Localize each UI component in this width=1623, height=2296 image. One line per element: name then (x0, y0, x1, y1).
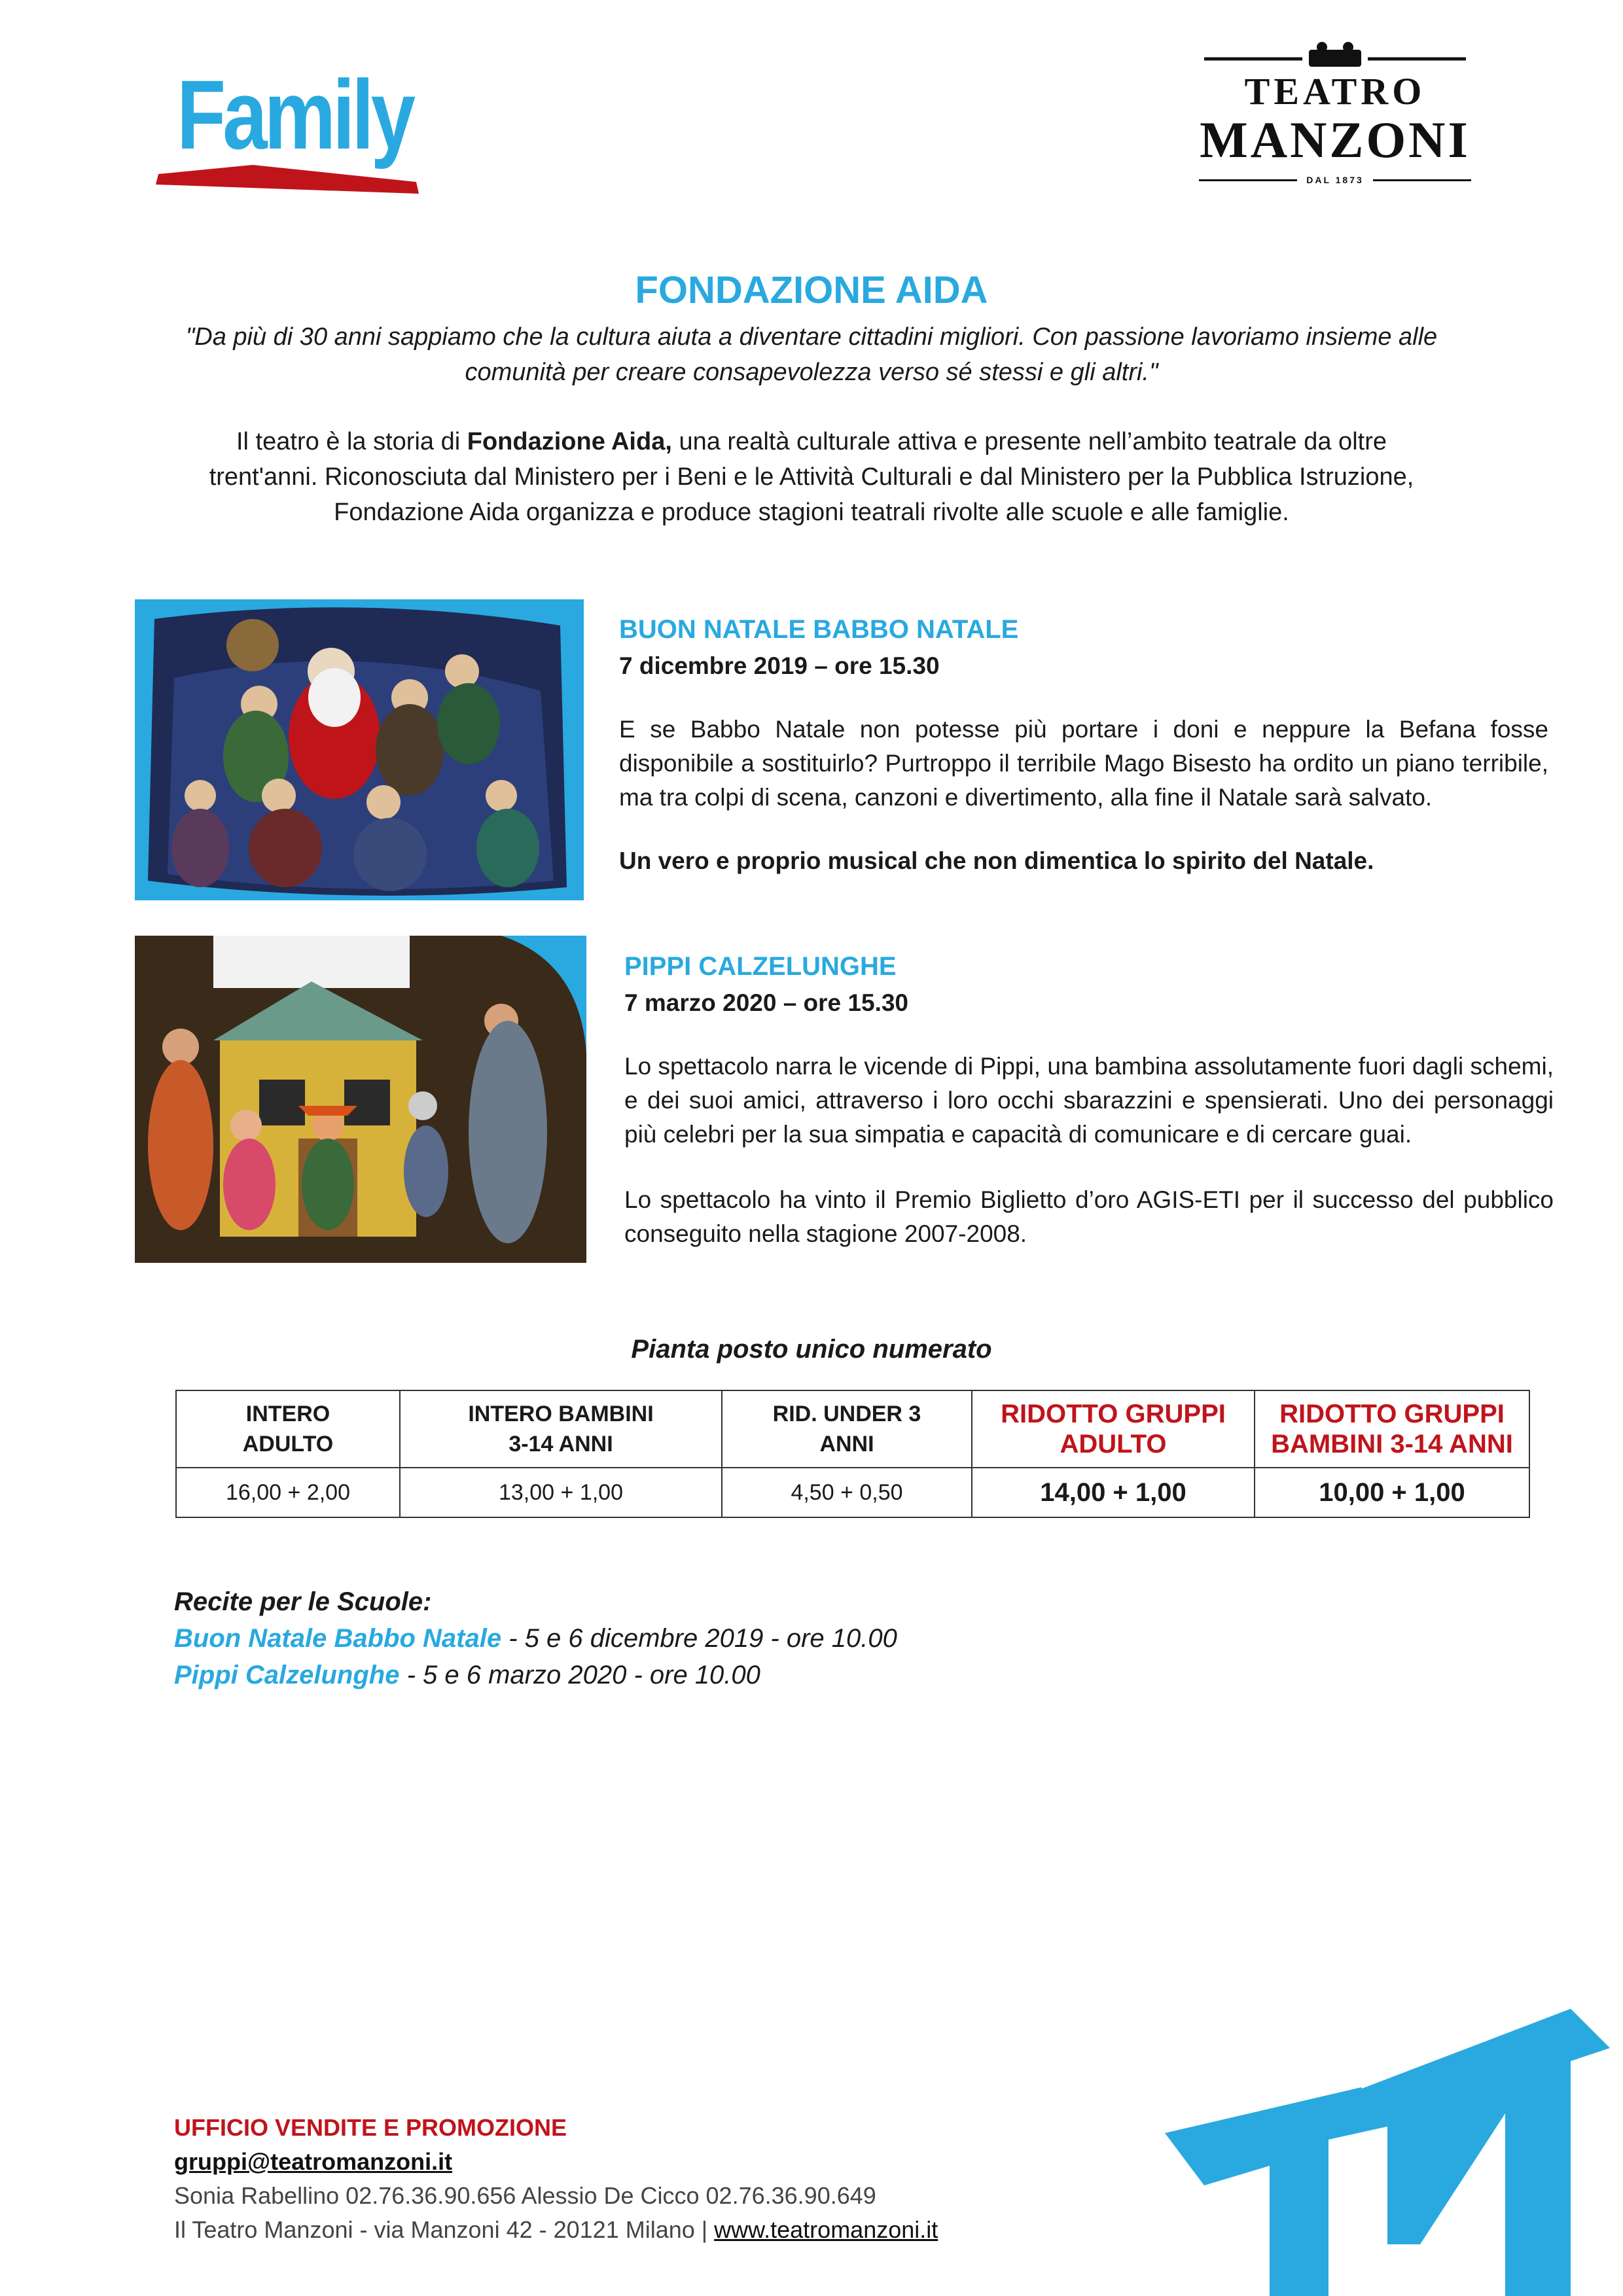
price-table-header-row (176, 1390, 1529, 1468)
schools-heading: Recite per le Scuole: (174, 1587, 432, 1616)
school-item-name: Pippi Calzelunghe (174, 1661, 400, 1689)
family-logo (154, 60, 429, 203)
manzoni-m-decoration (1113, 1969, 1623, 2296)
show-description: Lo spettacolo narra le vicende di Pippi, una bambina assolutamente fuori dagli schemi, e dei suoi amici, attraverso i loro occhi sbarazzini e spensierati. Uno dei personaggi più celebri per la sua simpatia e capacità di comunicare e di cercare guai. (624, 1053, 1554, 1148)
footer-office: UFFICIO VENDITE E PROMOZIONE (174, 2114, 567, 2141)
teatro-logo-since: DAL 1873 (1306, 175, 1364, 185)
theatre-crown-icon (1191, 41, 1479, 69)
intro-body-line2: trent'anni. Riconosciuta dal Ministero per i Beni e le Attività Culturali e dal Ministero per la Pubblica Istruzione, (209, 463, 1414, 491)
school-item (174, 1620, 897, 1657)
teatro-logo-line2: MANZONI (1200, 111, 1471, 168)
show-photo-babbo-natale (135, 599, 584, 900)
teatro-logo-line1: TEATRO (1244, 70, 1426, 113)
intro-body-line1: una realtà culturale attiva e presente nell’ambito teatrale da oltre (671, 428, 1387, 455)
intro-body (131, 424, 1492, 530)
price-table-row (176, 1468, 1529, 1517)
price-cell: 16,00 + 2,00 (176, 1468, 400, 1517)
intro-quote-line2: comunità per creare consapevolezza verso sé stessi e gli altri." (465, 359, 1158, 386)
price-header-intero-bambini: INTERO BAMBINI 3-14 ANNI (400, 1390, 722, 1468)
section-title: FONDAZIONE AIDA (635, 269, 988, 311)
show-description: E se Babbo Natale non potesse più portare i doni e neppure la Befana fosse disponibile a sostituirlo? Purtroppo il terribile Mago Bisesto ha ordito un piano terribile, ma tra colpi di scena, canzoni e divertimento, alla fine il Natale sarà salvato. (619, 716, 1548, 811)
school-performances (174, 1583, 897, 1693)
show-title: PIPPI CALZELUNGHE (624, 952, 897, 981)
teatro-manzoni-logo (1191, 41, 1479, 191)
school-item-detail: - 5 e 6 marzo 2020 - ore 10.00 (399, 1661, 760, 1689)
school-item (174, 1657, 897, 1693)
price-cell: 14,00 + 1,00 (972, 1468, 1255, 1517)
footer-website-link[interactable]: www.teatromanzoni.it (714, 2216, 938, 2243)
intro-body-line3: Fondazione Aida organizza e produce stagioni teatrali rivolte alle scuole e alle famiglie. (334, 499, 1289, 526)
price-header-ridotto-gruppi-bambini: RIDOTTO GRUPPI BAMBINI 3-14 ANNI (1255, 1390, 1529, 1468)
show-photo-pippi (135, 936, 586, 1263)
footer-contacts: Sonia Rabellino 02.76.36.90.656 Alessio De Cicco 02.76.36.90.649 (174, 2182, 876, 2209)
family-logo-text: Family (177, 60, 413, 169)
footer (174, 2111, 938, 2247)
price-header-intero-adulto: INTERO ADULTO (176, 1390, 400, 1468)
family-logo-underline (154, 60, 429, 203)
price-cell: 13,00 + 1,00 (400, 1468, 722, 1517)
show-date: 7 marzo 2020 – ore 15.30 (624, 989, 909, 1016)
show-tagline: Un vero e proprio musical che non dimentica lo spirito del Natale. (619, 847, 1374, 874)
price-header-ridotto-gruppi-adulto: RIDOTTO GRUPPI ADULTO (972, 1390, 1255, 1468)
intro-quote (131, 319, 1492, 390)
show-block-2 (624, 952, 1554, 1251)
show-title: BUON NATALE BABBO NATALE (619, 615, 1019, 644)
price-table (175, 1390, 1530, 1518)
price-cell: 10,00 + 1,00 (1255, 1468, 1529, 1517)
show-block-1 (619, 615, 1548, 875)
prices-heading: Pianta posto unico numerato (631, 1335, 992, 1364)
intro-body-pre: Il teatro è la storia di (236, 428, 467, 455)
show-award: Lo spettacolo ha vinto il Premio Biglietto d’oro AGIS-ETI per il successo del pubblico conseguito nella stagione 2007-2008. (624, 1186, 1554, 1247)
price-header-rid-under3: RID. UNDER 3 ANNI (722, 1390, 972, 1468)
footer-email-link[interactable]: gruppi@teatromanzoni.it (174, 2148, 453, 2175)
price-cell: 4,50 + 0,50 (722, 1468, 972, 1517)
school-item-name: Buon Natale Babbo Natale (174, 1624, 502, 1653)
intro-body-bold: Fondazione Aida, (467, 428, 672, 455)
footer-address: Il Teatro Manzoni - via Manzoni 42 - 20121 Milano | (174, 2216, 715, 2243)
school-item-detail: - 5 e 6 dicembre 2019 - ore 10.00 (501, 1624, 897, 1653)
show-date: 7 dicembre 2019 – ore 15.30 (619, 652, 940, 679)
intro-quote-line1: "Da più di 30 anni sappiamo che la cultura aiuta a diventare cittadini migliori. Con passione lavoriamo insieme alle (185, 323, 1438, 351)
